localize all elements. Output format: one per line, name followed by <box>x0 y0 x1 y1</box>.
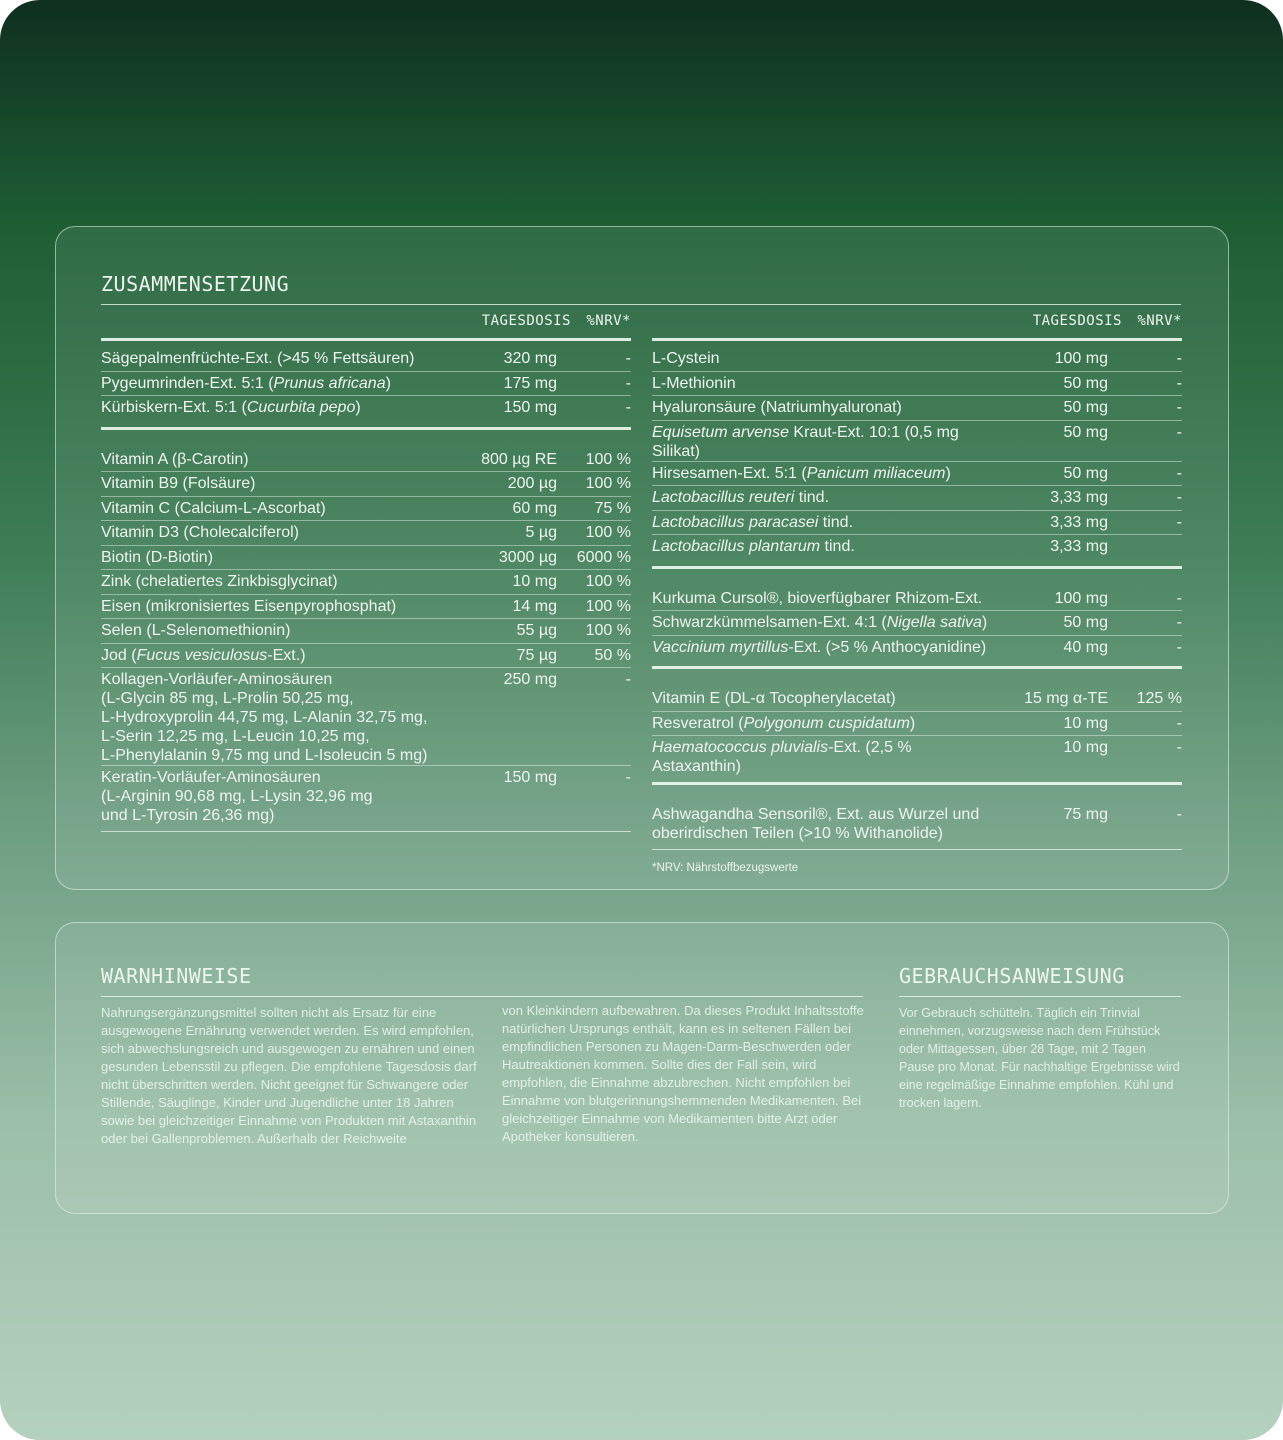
ingredient-nrv: - <box>1176 464 1182 482</box>
composition-table-left <box>101 304 631 832</box>
ingredient-name: Hyaluronsäure (Natriumhyaluronat) <box>652 399 902 416</box>
table-body-left <box>101 341 631 832</box>
ingredient-nrv: 100 % <box>585 524 631 541</box>
ingredient-nrv: - <box>1176 739 1182 756</box>
table-body-right <box>652 341 1182 850</box>
ingredient-nrv: - <box>1176 374 1182 392</box>
ingredient-nrv: 100 % <box>585 597 631 615</box>
ingredient-nrv: - <box>625 374 631 392</box>
ingredient-nrv: 100 % <box>585 622 631 639</box>
table-row <box>101 396 631 421</box>
ingredient-group <box>101 442 631 833</box>
ingredient-dose: 50 mg <box>1063 423 1108 441</box>
ingredient-dose: 75 mg <box>1063 806 1108 823</box>
ingredient-dose: 50 mg <box>1063 399 1108 416</box>
table-row <box>652 687 1182 712</box>
ingredient-name: Biotin (D-Biotin) <box>101 548 214 566</box>
ingredient-name: Vitamin C (Calcium-L-Ascorbat) <box>101 499 326 517</box>
ingredient-name: L-Cystein <box>652 350 720 367</box>
ingredient-dose: 40 mg <box>1063 638 1108 656</box>
ingredient-name: Hirsesamen-Ext. 5:1 (Panicum miliaceum) <box>652 464 951 482</box>
ingredient-name: Kollagen-Vorläufer-Aminosäuren (L-Glycin 85 mg, L-Prolin 50,25 mg, L-Hydroxyprolin 44,75 mg, L-Alanin 32,75 mg, L-Serin 12,25 mg, L-Leucin 10,25 mg, L-Phenylalanin 9,75 mg und L-Isoleucin 5 mg) <box>101 671 428 764</box>
ingredient-dose: 150 mg <box>503 399 557 416</box>
ingredient-name: L-Methionin <box>652 374 736 392</box>
ingredient-dose: 10 mg <box>512 573 557 590</box>
ingredient-dose: 50 mg <box>1063 464 1108 482</box>
ingredient-nrv: - <box>625 671 631 688</box>
table-row <box>652 486 1182 511</box>
table-row <box>652 396 1182 421</box>
ingredient-name: Keratin-Vorläufer-Aminosäuren (L-Arginin 90,68 mg, L-Lysin 32,96 mg und L-Tyrosin 26,36 mg) <box>101 769 373 824</box>
ingredient-name: Vitamin D3 (Cholecalciferol) <box>101 524 299 541</box>
table-row <box>101 472 631 497</box>
ingredient-nrv: 100 % <box>585 573 631 590</box>
table-row <box>101 347 631 372</box>
ingredient-dose: 150 mg <box>503 769 557 786</box>
ingredient-dose: 3,33 mg <box>1050 538 1108 555</box>
ingredient-nrv: 100 % <box>585 450 631 468</box>
warnings-text-col1: Nahrungsergänzungsmittel sollten nicht als Ersatz für eine ausgewogene Ernährung verwendet werden. Es wird empfohlen, sich abwechslungsreich und ausgewogen zu ernähren und einen gesunden Lebensstil zu pflegen. Die empfohlene Tagesdosis darf nicht überschritten werden. Nicht geeignet für Schwangere oder Stillende, Säuglinge, Kinder und Jugendliche unter 18 Jahren sowie bei gleichzeitiger Einnahme von Produkten mit Astaxanthin oder bei Gallenproblemen. Außerhalb der Reichweite <box>101 1005 477 1146</box>
ingredient-dose: 200 µg <box>507 475 557 492</box>
ingredient-dose: 10 mg <box>1063 739 1108 756</box>
ingredient-name: Pygeumrinden-Ext. 5:1 (Prunus africana) <box>101 374 391 392</box>
ingredient-nrv: - <box>1176 513 1182 531</box>
ingredient-dose: 14 mg <box>512 597 557 615</box>
ingredient-dose: 55 µg <box>516 622 557 639</box>
warnings-text-col2: von Kleinkindern aufbewahren. Da dieses Produkt Inhaltsstoffe natürlichen Ursprungs enthält, kann es in seltenen Fällen bei empfindlichen Personen zu Magen-Darm-Beschwerden oder Hautreaktionen kommen. Sollte dies der Fall sein, wird empfohlen, die Einnahme abzubrechen. Nicht empfohlen bei Einnahme von blutgerinnungshemmenden Medikamenten. Bei gleichzeitiger Einnahme von Medikamenten bitte Arzt oder Apotheker konsultieren. <box>502 1003 864 1144</box>
ingredient-dose: 50 mg <box>1063 374 1108 392</box>
header-nrv: %NRV* <box>1137 313 1182 329</box>
ingredient-name: Vaccinium myrtillus-Ext. (>5 % Anthocyanidine) <box>652 638 987 656</box>
table-row <box>101 595 631 620</box>
table-row <box>101 448 631 473</box>
table-row <box>101 644 631 669</box>
table-header-left <box>101 304 631 341</box>
ingredient-name: Eisen (mikronisiertes Eisenpyrophosphat) <box>101 597 397 615</box>
table-row <box>101 372 631 397</box>
ingredient-name: Equisetum arvense Kraut-Ext. 10:1 (0,5 mg Silikat) <box>652 423 959 460</box>
ingredient-dose: 320 mg <box>503 350 557 367</box>
ingredient-dose: 10 mg <box>1063 714 1108 732</box>
ingredient-nrv: - <box>625 399 631 416</box>
ingredient-group <box>652 341 1182 569</box>
table-row <box>652 347 1182 372</box>
ingredient-nrv: - <box>1176 714 1182 732</box>
ingredient-nrv: - <box>1176 399 1182 416</box>
table-row <box>652 421 1182 462</box>
ingredient-group <box>652 681 1182 785</box>
ingredient-group <box>652 797 1182 850</box>
composition-table-right <box>652 304 1182 874</box>
ingredient-name: Vitamin A (β-Carotin) <box>101 450 249 468</box>
ingredient-group <box>652 581 1182 670</box>
ingredient-nrv: 6000 % <box>576 548 631 566</box>
ingredient-name: Sägepalmenfrüchte-Ext. (>45 % Fettsäuren) <box>101 350 415 367</box>
ingredient-dose: 3000 µg <box>498 548 557 566</box>
table-row <box>101 546 631 571</box>
warnings-title: WARNHINWEISE <box>101 964 863 997</box>
ingredient-nrv: - <box>1176 638 1182 656</box>
ingredient-nrv: - <box>1176 350 1182 367</box>
table-header-right <box>652 304 1182 341</box>
ingredient-name: Jod (Fucus vesiculosus-Ext.) <box>101 646 306 664</box>
ingredient-dose: 3,33 mg <box>1050 513 1108 531</box>
ingredient-dose: 60 mg <box>512 499 557 517</box>
ingredient-dose: 250 mg <box>503 671 557 688</box>
ingredient-name: Kürbiskern-Ext. 5:1 (Cucurbita pepo) <box>101 399 361 416</box>
ingredient-dose: 75 µg <box>516 646 557 664</box>
ingredient-name: Lactobacillus reuteri tind. <box>652 489 829 506</box>
ingredient-name: Haematococcus pluvialis-Ext. (2,5 % Astaxanthin) <box>652 739 912 775</box>
ingredient-nrv: - <box>1176 806 1182 823</box>
ingredient-nrv: - <box>1176 423 1182 441</box>
ingredient-nrv: - <box>1176 589 1182 607</box>
ingredient-name: Ashwagandha Sensoril®, Ext. aus Wurzel und oberirdischen Teilen (>10 % Withanolide) <box>652 806 980 842</box>
table-row <box>101 619 631 644</box>
ingredient-name: Vitamin E (DL-α Tocopherylacetat) <box>652 690 896 707</box>
usage-title: GEBRAUCHSANWEISUNG <box>899 964 1181 997</box>
ingredient-dose: 100 mg <box>1054 589 1108 607</box>
table-row <box>652 636 1182 661</box>
ingredient-nrv: 125 % <box>1136 690 1182 707</box>
table-row <box>652 736 1182 776</box>
ingredient-nrv: - <box>1176 489 1182 506</box>
ingredient-dose: 50 mg <box>1063 614 1108 631</box>
ingredient-nrv: - <box>1176 614 1182 631</box>
table-row <box>652 712 1182 737</box>
table-row <box>652 611 1182 636</box>
composition-title: ZUSAMMENSETZUNG <box>101 272 1181 305</box>
ingredient-group <box>101 341 631 430</box>
table-row <box>652 587 1182 612</box>
header-nrv: %NRV* <box>586 313 631 329</box>
ingredient-name: Resveratrol (Polygonum cuspidatum) <box>652 714 916 732</box>
ingredient-name: Vitamin B9 (Folsäure) <box>101 475 256 492</box>
ingredient-nrv: 100 % <box>585 475 631 492</box>
ingredient-dose: 15 mg α-TE <box>1024 690 1108 707</box>
header-dose: TAGESDOSIS <box>481 313 571 329</box>
ingredient-dose: 800 µg RE <box>481 450 557 468</box>
table-row <box>652 462 1182 487</box>
ingredient-dose: 3,33 mg <box>1050 489 1108 506</box>
table-row <box>652 803 1182 843</box>
ingredient-nrv: 50 % <box>594 646 631 664</box>
ingredient-name: Schwarzkümmelsamen-Ext. 4:1 (Nigella sativa) <box>652 614 988 631</box>
table-row <box>101 497 631 522</box>
ingredient-name: Lactobacillus paracasei tind. <box>652 513 854 531</box>
ingredient-name: Selen (L-Selenomethionin) <box>101 622 291 639</box>
header-dose: TAGESDOSIS <box>1032 313 1122 329</box>
table-row <box>652 511 1182 536</box>
table-row <box>101 521 631 546</box>
ingredient-name: Lactobacillus plantarum tind. <box>652 538 855 555</box>
ingredient-nrv: 75 % <box>594 499 631 517</box>
ingredient-dose: 175 mg <box>503 374 557 392</box>
ingredient-nrv: - <box>625 350 631 367</box>
ingredient-dose: 100 mg <box>1054 350 1108 367</box>
ingredient-name: Zink (chelatiertes Zinkbisglycinat) <box>101 573 338 590</box>
table-row <box>101 668 631 766</box>
nrv-footnote: *NRV: Nährstoffbezugswerte <box>652 862 799 874</box>
table-row <box>652 372 1182 397</box>
ingredient-dose: 5 µg <box>525 524 557 541</box>
ingredient-nrv: - <box>625 769 631 786</box>
table-row <box>652 535 1182 560</box>
table-row <box>101 766 631 825</box>
usage-text: Vor Gebrauch schütteln. Täglich ein Trinvial einnehmen, vorzugsweise nach dem Frühstück oder Mittagessen, über 28 Tage, mit 2 Tagen Pause pro Monat. Für nachhaltige Ergebnisse wird eine regelmäßige Einnahme empfohlen. Kühl und trocken lagern. <box>899 1006 1180 1110</box>
table-row <box>101 570 631 595</box>
ingredient-name: Kurkuma Cursol®, bioverfügbarer Rhizom-Ext. <box>652 589 983 607</box>
